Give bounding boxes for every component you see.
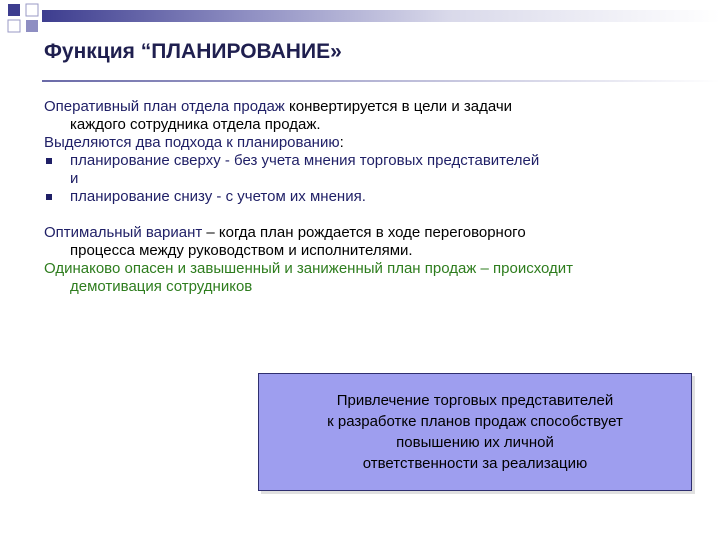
optimal-variant-lead: Оптимальный вариант <box>44 224 203 241</box>
operational-plan-rest: конвертируется в цели и задачи <box>284 98 513 115</box>
paragraph-demotivation-line1: Одинаково опасен и завышенный и заниженный план продаж – происходит <box>44 260 574 277</box>
paragraph-gap <box>44 206 694 224</box>
bullet-item-bottom-up <box>44 188 694 206</box>
paragraph-approaches <box>44 134 694 152</box>
bullet-top-down-line2: и <box>70 170 79 187</box>
slide-body <box>44 98 694 296</box>
callout-line-2: к разработке планов продаж способствует <box>327 413 623 430</box>
callout-line-4: ответственности за реализацию <box>362 455 588 472</box>
corner-square-dark <box>8 4 20 16</box>
operational-plan-continuation: каждого сотрудника отдела продаж. <box>70 116 321 133</box>
top-gradient-band <box>42 10 720 22</box>
square-bullet-icon <box>46 158 52 164</box>
callout-box <box>258 373 692 491</box>
paragraph-operational-plan <box>44 98 694 116</box>
slide-title: Функция “ПЛАНИРОВАНИЕ» <box>44 40 342 63</box>
approaches-colon: : <box>339 134 344 151</box>
paragraph-optimal-variant <box>44 224 694 242</box>
square-bullet-icon <box>46 194 52 200</box>
corner-square-mid <box>26 20 38 32</box>
paragraph-demotivation-line2: демотивация сотрудников <box>70 278 253 295</box>
callout-line-3: повышению их личной <box>396 434 554 451</box>
optimal-variant-rest: – когда план рождается в ходе переговорного <box>202 224 526 241</box>
bullet-bottom-up-text: планирование снизу - с учетом их мнения. <box>70 188 366 205</box>
optimal-variant-continuation: процесса между руководством и исполнителями. <box>70 242 413 259</box>
corner-square-light <box>26 4 38 16</box>
callout-line-1: Привлечение торговых представителей <box>336 392 614 409</box>
approaches-lead: Выделяются два подхода к планированию <box>44 134 340 151</box>
bullet-top-down-line1: планирование сверху - без учета мнения торговых представителей <box>70 152 540 169</box>
title-divider <box>42 80 720 82</box>
bullet-item-top-down <box>44 152 694 188</box>
corner-square-outline <box>8 20 20 32</box>
operational-plan-lead: Оперативный план отдела продаж <box>44 98 285 115</box>
